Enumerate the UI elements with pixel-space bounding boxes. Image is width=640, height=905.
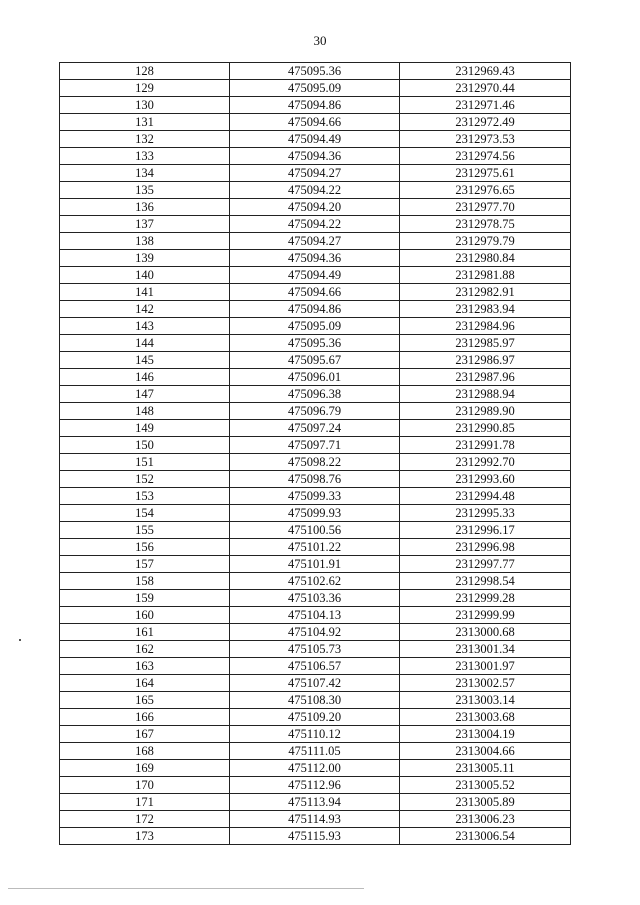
x-coordinate-cell: 475094.49 [230, 131, 400, 148]
x-coordinate-cell: 475094.27 [230, 233, 400, 250]
table-row [60, 607, 571, 624]
y-coordinate-cell: 2313004.19 [400, 726, 571, 743]
y-coordinate-cell: 2313005.11 [400, 760, 571, 777]
x-coordinate-cell: 475096.38 [230, 386, 400, 403]
point-number-cell: 132 [60, 131, 230, 148]
x-coordinate-cell: 475112.00 [230, 760, 400, 777]
y-coordinate-cell: 2312973.53 [400, 131, 571, 148]
x-coordinate-cell: 475112.96 [230, 777, 400, 794]
x-coordinate-cell: 475109.20 [230, 709, 400, 726]
y-coordinate-cell: 2313006.23 [400, 811, 571, 828]
y-coordinate-cell: 2313006.54 [400, 828, 571, 845]
point-number-cell: 134 [60, 165, 230, 182]
table-row [60, 539, 571, 556]
y-coordinate-cell: 2312986.97 [400, 352, 571, 369]
x-coordinate-cell: 475095.09 [230, 318, 400, 335]
table-row [60, 233, 571, 250]
point-number-cell: 138 [60, 233, 230, 250]
x-coordinate-cell: 475095.36 [230, 335, 400, 352]
point-number-cell: 139 [60, 250, 230, 267]
table-row [60, 828, 571, 845]
point-number-cell: 160 [60, 607, 230, 624]
x-coordinate-cell: 475101.22 [230, 539, 400, 556]
y-coordinate-cell: 2312997.77 [400, 556, 571, 573]
table-row [60, 692, 571, 709]
table-row [60, 403, 571, 420]
table-row [60, 488, 571, 505]
point-number-cell: 141 [60, 284, 230, 301]
table-row [60, 267, 571, 284]
y-coordinate-cell: 2312974.56 [400, 148, 571, 165]
y-coordinate-cell: 2313001.34 [400, 641, 571, 658]
point-number-cell: 148 [60, 403, 230, 420]
table-row [60, 743, 571, 760]
x-coordinate-cell: 475107.42 [230, 675, 400, 692]
y-coordinate-cell: 2312981.88 [400, 267, 571, 284]
x-coordinate-cell: 475113.94 [230, 794, 400, 811]
y-coordinate-cell: 2312978.75 [400, 216, 571, 233]
x-coordinate-cell: 475094.27 [230, 165, 400, 182]
table-row [60, 624, 571, 641]
table-row [60, 284, 571, 301]
x-coordinate-cell: 475105.73 [230, 641, 400, 658]
y-coordinate-cell: 2312998.54 [400, 573, 571, 590]
x-coordinate-cell: 475095.67 [230, 352, 400, 369]
y-coordinate-cell: 2312985.97 [400, 335, 571, 352]
table-row [60, 573, 571, 590]
y-coordinate-cell: 2312971.46 [400, 97, 571, 114]
x-coordinate-cell: 475108.30 [230, 692, 400, 709]
table-row [60, 301, 571, 318]
point-number-cell: 146 [60, 369, 230, 386]
y-coordinate-cell: 2313001.97 [400, 658, 571, 675]
x-coordinate-cell: 475094.86 [230, 97, 400, 114]
table-row [60, 131, 571, 148]
table-row [60, 760, 571, 777]
table-row [60, 522, 571, 539]
y-coordinate-cell: 2313002.57 [400, 675, 571, 692]
table-row [60, 335, 571, 352]
point-number-cell: 155 [60, 522, 230, 539]
table-row [60, 556, 571, 573]
y-coordinate-cell: 2312991.78 [400, 437, 571, 454]
y-coordinate-cell: 2312975.61 [400, 165, 571, 182]
x-coordinate-cell: 475094.49 [230, 267, 400, 284]
point-number-cell: 145 [60, 352, 230, 369]
table-row [60, 352, 571, 369]
table-row [60, 658, 571, 675]
x-coordinate-cell: 475099.33 [230, 488, 400, 505]
point-number-cell: 163 [60, 658, 230, 675]
table-row [60, 437, 571, 454]
x-coordinate-cell: 475094.66 [230, 114, 400, 131]
x-coordinate-cell: 475096.01 [230, 369, 400, 386]
table-row [60, 386, 571, 403]
point-number-cell: 131 [60, 114, 230, 131]
y-coordinate-cell: 2312982.91 [400, 284, 571, 301]
point-number-cell: 153 [60, 488, 230, 505]
y-coordinate-cell: 2312999.99 [400, 607, 571, 624]
y-coordinate-cell: 2313000.68 [400, 624, 571, 641]
x-coordinate-cell: 475097.24 [230, 420, 400, 437]
margin-mark [19, 639, 21, 641]
table-row [60, 250, 571, 267]
page-number: 30 [313, 33, 327, 48]
point-number-cell: 152 [60, 471, 230, 488]
point-number-cell: 164 [60, 675, 230, 692]
x-coordinate-cell: 475102.62 [230, 573, 400, 590]
point-number-cell: 154 [60, 505, 230, 522]
y-coordinate-cell: 2312980.84 [400, 250, 571, 267]
table-row [60, 182, 571, 199]
y-coordinate-cell: 2313003.14 [400, 692, 571, 709]
x-coordinate-cell: 475104.13 [230, 607, 400, 624]
point-number-cell: 143 [60, 318, 230, 335]
x-coordinate-cell: 475110.12 [230, 726, 400, 743]
table-row [60, 318, 571, 335]
coordinates-table-body [60, 63, 571, 845]
table-row [60, 641, 571, 658]
x-coordinate-cell: 475094.36 [230, 148, 400, 165]
table-row [60, 369, 571, 386]
table-row [60, 811, 571, 828]
y-coordinate-cell: 2312987.96 [400, 369, 571, 386]
point-number-cell: 171 [60, 794, 230, 811]
x-coordinate-cell: 475099.93 [230, 505, 400, 522]
x-coordinate-cell: 475100.56 [230, 522, 400, 539]
point-number-cell: 167 [60, 726, 230, 743]
x-coordinate-cell: 475111.05 [230, 743, 400, 760]
x-coordinate-cell: 475094.22 [230, 182, 400, 199]
table-row [60, 114, 571, 131]
point-number-cell: 150 [60, 437, 230, 454]
y-coordinate-cell: 2313004.66 [400, 743, 571, 760]
table-row [60, 148, 571, 165]
point-number-cell: 142 [60, 301, 230, 318]
x-coordinate-cell: 475096.79 [230, 403, 400, 420]
table-row [60, 80, 571, 97]
x-coordinate-cell: 475097.71 [230, 437, 400, 454]
table-row [60, 216, 571, 233]
point-number-cell: 157 [60, 556, 230, 573]
y-coordinate-cell: 2312994.48 [400, 488, 571, 505]
bottom-rule [8, 888, 364, 889]
point-number-cell: 173 [60, 828, 230, 845]
point-number-cell: 128 [60, 63, 230, 80]
point-number-cell: 130 [60, 97, 230, 114]
y-coordinate-cell: 2312992.70 [400, 454, 571, 471]
point-number-cell: 169 [60, 760, 230, 777]
y-coordinate-cell: 2312996.17 [400, 522, 571, 539]
x-coordinate-cell: 475094.20 [230, 199, 400, 216]
x-coordinate-cell: 475094.22 [230, 216, 400, 233]
x-coordinate-cell: 475098.76 [230, 471, 400, 488]
y-coordinate-cell: 2312999.28 [400, 590, 571, 607]
y-coordinate-cell: 2312977.70 [400, 199, 571, 216]
point-number-cell: 129 [60, 80, 230, 97]
y-coordinate-cell: 2313005.52 [400, 777, 571, 794]
point-number-cell: 168 [60, 743, 230, 760]
point-number-cell: 172 [60, 811, 230, 828]
y-coordinate-cell: 2313003.68 [400, 709, 571, 726]
y-coordinate-cell: 2312970.44 [400, 80, 571, 97]
point-number-cell: 166 [60, 709, 230, 726]
y-coordinate-cell: 2312979.79 [400, 233, 571, 250]
y-coordinate-cell: 2312969.43 [400, 63, 571, 80]
table-row [60, 675, 571, 692]
table-row [60, 63, 571, 80]
x-coordinate-cell: 475103.36 [230, 590, 400, 607]
table-row [60, 97, 571, 114]
x-coordinate-cell: 475104.92 [230, 624, 400, 641]
table-row [60, 420, 571, 437]
x-coordinate-cell: 475094.66 [230, 284, 400, 301]
point-number-cell: 136 [60, 199, 230, 216]
y-coordinate-cell: 2312989.90 [400, 403, 571, 420]
point-number-cell: 147 [60, 386, 230, 403]
y-coordinate-cell: 2312983.94 [400, 301, 571, 318]
x-coordinate-cell: 475098.22 [230, 454, 400, 471]
point-number-cell: 156 [60, 539, 230, 556]
x-coordinate-cell: 475106.57 [230, 658, 400, 675]
x-coordinate-cell: 475114.93 [230, 811, 400, 828]
table-row [60, 709, 571, 726]
point-number-cell: 135 [60, 182, 230, 199]
point-number-cell: 133 [60, 148, 230, 165]
point-number-cell: 151 [60, 454, 230, 471]
point-number-cell: 158 [60, 573, 230, 590]
table-row [60, 454, 571, 471]
table-row [60, 199, 571, 216]
x-coordinate-cell: 475094.36 [230, 250, 400, 267]
y-coordinate-cell: 2312984.96 [400, 318, 571, 335]
x-coordinate-cell: 475101.91 [230, 556, 400, 573]
table-row [60, 471, 571, 488]
y-coordinate-cell: 2312993.60 [400, 471, 571, 488]
y-coordinate-cell: 2312988.94 [400, 386, 571, 403]
x-coordinate-cell: 475095.09 [230, 80, 400, 97]
table-row [60, 165, 571, 182]
point-number-cell: 140 [60, 267, 230, 284]
point-number-cell: 149 [60, 420, 230, 437]
point-number-cell: 137 [60, 216, 230, 233]
point-number-cell: 162 [60, 641, 230, 658]
y-coordinate-cell: 2312976.65 [400, 182, 571, 199]
x-coordinate-cell: 475094.86 [230, 301, 400, 318]
x-coordinate-cell: 475115.93 [230, 828, 400, 845]
y-coordinate-cell: 2312996.98 [400, 539, 571, 556]
point-number-cell: 161 [60, 624, 230, 641]
coordinates-table [59, 62, 571, 845]
point-number-cell: 165 [60, 692, 230, 709]
x-coordinate-cell: 475095.36 [230, 63, 400, 80]
point-number-cell: 159 [60, 590, 230, 607]
point-number-cell: 170 [60, 777, 230, 794]
y-coordinate-cell: 2312995.33 [400, 505, 571, 522]
table-row [60, 505, 571, 522]
table-row [60, 777, 571, 794]
y-coordinate-cell: 2312990.85 [400, 420, 571, 437]
table-row [60, 726, 571, 743]
table-row [60, 590, 571, 607]
y-coordinate-cell: 2312972.49 [400, 114, 571, 131]
point-number-cell: 144 [60, 335, 230, 352]
table-row [60, 794, 571, 811]
y-coordinate-cell: 2313005.89 [400, 794, 571, 811]
